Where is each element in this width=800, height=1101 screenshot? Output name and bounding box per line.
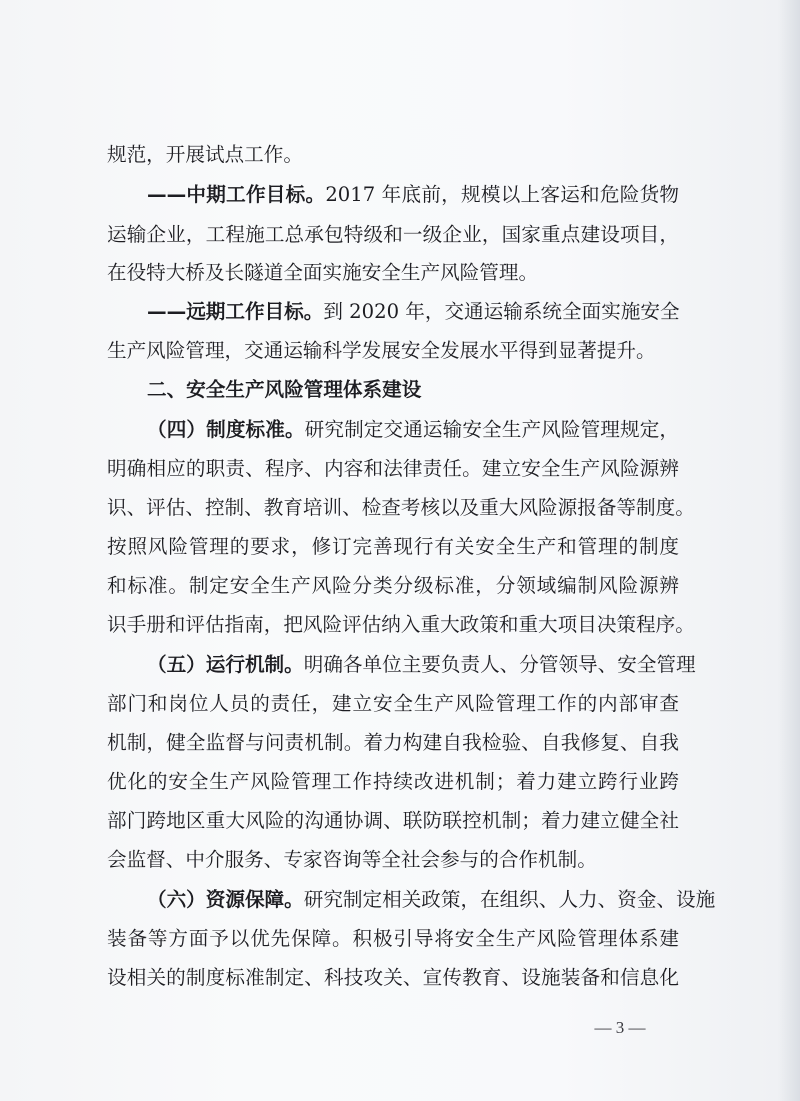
text-line: 规范，开展试点工作。 <box>107 143 303 166</box>
page-number: — 3 — <box>594 1018 646 1037</box>
text-line: 在役特大桥及长隧道全面实施安全生产风险管理。 <box>107 261 539 284</box>
text-line: 明确相应的职责、程序、内容和法律责任。建立安全生产风险源辨 <box>107 457 679 480</box>
paragraph-lead: （四）制度标准。 <box>147 418 305 441</box>
paragraph-lead: （六）资源保障。 <box>147 888 304 911</box>
text-line: 部门和岗位人员的责任，建立安全生产风险管理工作的内部审查 <box>107 692 679 715</box>
paragraph-lead: （五）运行机制。 <box>147 653 304 676</box>
text-line: 部门跨地区重大风险的沟通协调、联防联控机制；着力建立健全社 <box>107 809 679 832</box>
text-line: ——远期工作目标。到 2020 年，交通运输系统全面实施安全 <box>147 300 680 323</box>
text-line: 识、评估、控制、教育培训、检查考核以及重大风险源报备等制度。 <box>107 496 695 519</box>
text-line: （四）制度标准。研究制定交通运输安全生产风险管理规定， <box>147 418 680 441</box>
text-line: （五）运行机制。明确各单位主要负责人、分管领导、安全管理 <box>147 653 696 676</box>
text-line: 生产风险管理，交通运输科学发展安全发展水平得到显著提升。 <box>107 339 656 362</box>
text-line: 装备等方面予以优先保障。积极引导将安全生产风险管理体系建 <box>107 927 679 950</box>
text-line: 运输企业，工程施工总承包特级和一级企业，国家重点建设项目， <box>107 223 679 246</box>
text-line: 优化的安全生产风险管理工作持续改进机制；着力建立跨行业跨 <box>107 770 679 793</box>
text-line: 识手册和评估指南，把风险评估纳入重大政策和重大项目决策程序。 <box>107 613 695 636</box>
paragraph-lead: ——远期工作目标。 <box>147 300 324 323</box>
page-edge-shadow <box>778 0 800 1101</box>
text-line: 设相关的制度标准制定、科技攻关、宣传教育、设施装备和信息化 <box>107 966 679 989</box>
text-line: 和标准。制定安全生产风险分类分级标准，分领域编制风险源辨 <box>107 574 679 597</box>
text-line: 机制，健全监督与问责机制。着力构建自我检验、自我修复、自我 <box>107 731 679 754</box>
text-line: ——中期工作目标。2017 年底前，规模以上客运和危险货物 <box>147 183 680 206</box>
paragraph-lead: ——中期工作目标。 <box>147 183 326 206</box>
text-line: （六）资源保障。研究制定相关政策，在组织、人力、资金、设施 <box>147 888 716 911</box>
section-heading: 二、安全生产风险管理体系建设 <box>147 378 422 401</box>
text-line: 按照风险管理的要求，修订完善现行有关安全生产和管理的制度 <box>107 535 679 558</box>
text-line: 会监督、中介服务、专家咨询等全社会参与的合作机制。 <box>107 848 597 871</box>
